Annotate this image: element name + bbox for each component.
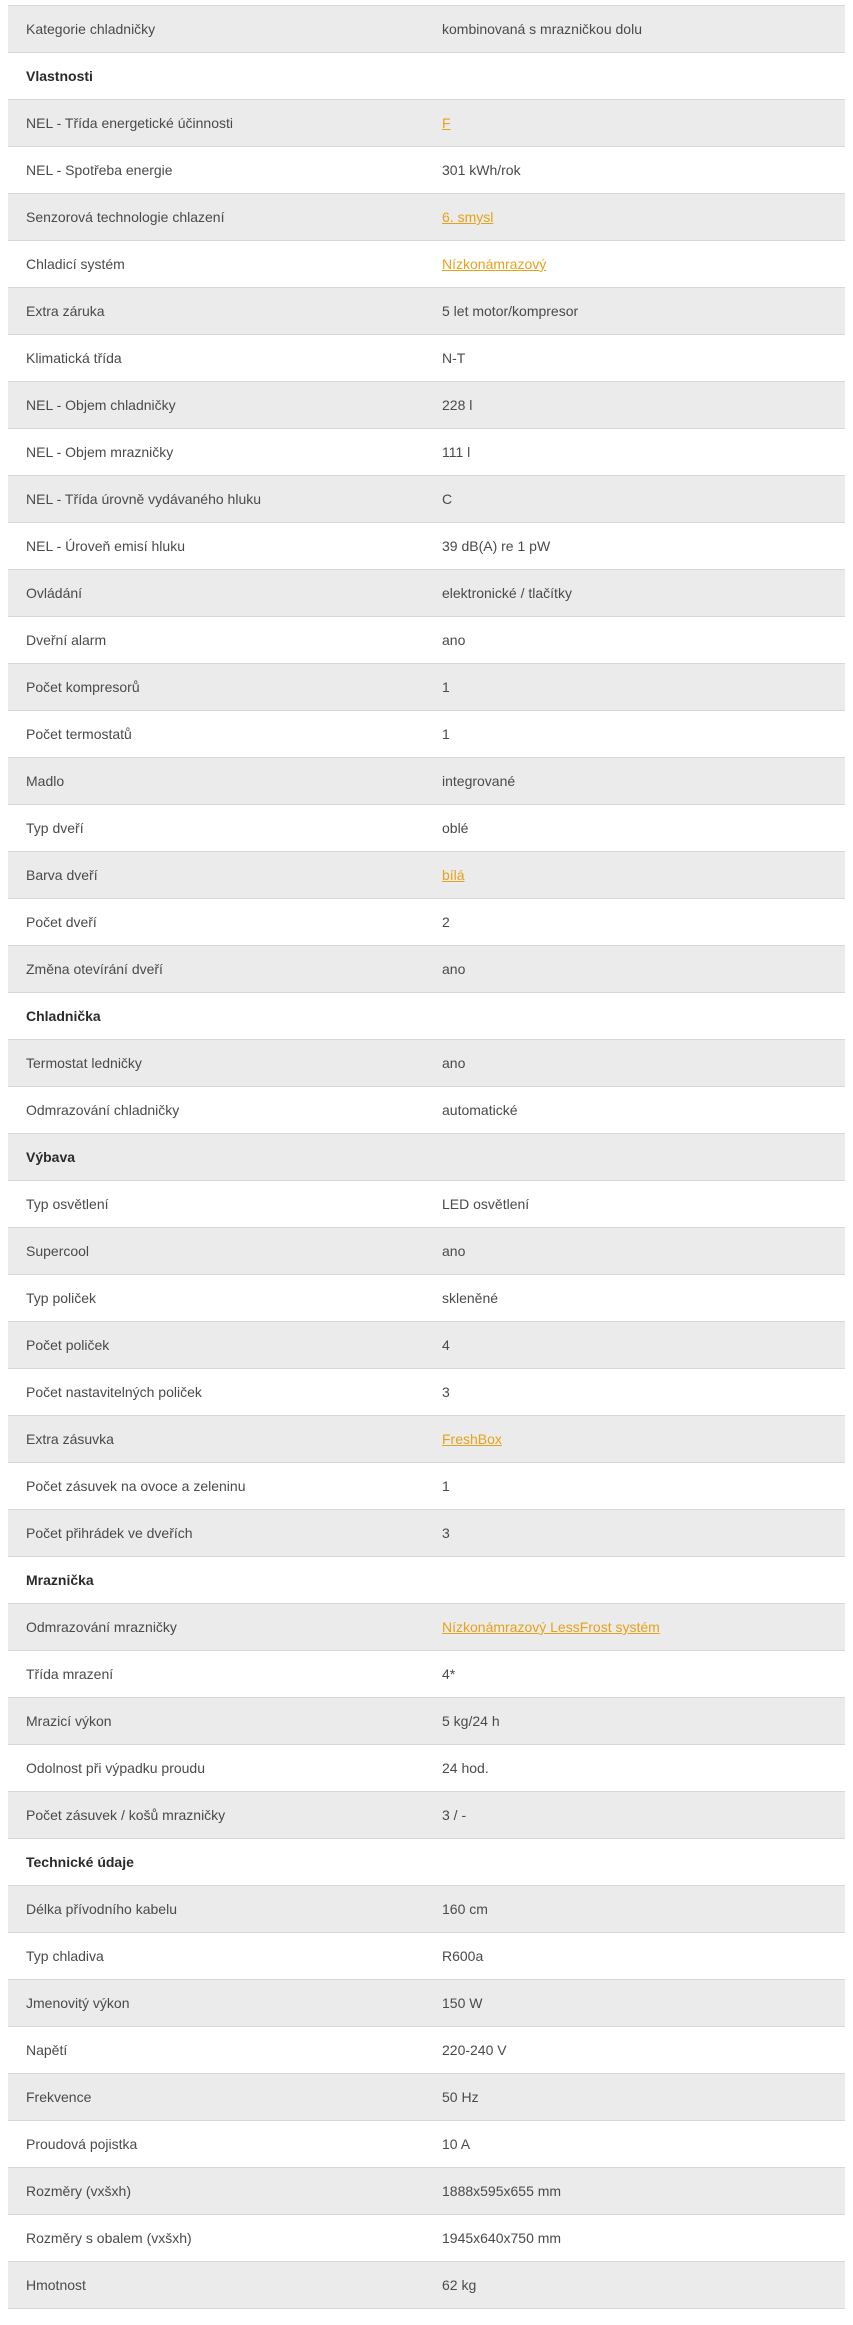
spec-value: 39 dB(A) re 1 pW xyxy=(442,538,551,554)
spec-value: 2 xyxy=(442,914,450,930)
spec-row xyxy=(8,523,845,570)
spec-value-cell xyxy=(442,679,845,695)
spec-label: Mrazicí výkon xyxy=(26,1713,112,1729)
section-header-row xyxy=(8,53,845,100)
spec-label: Počet kompresorů xyxy=(26,679,140,695)
spec-value-link[interactable]: FreshBox xyxy=(442,1431,502,1447)
spec-value: 10 A xyxy=(442,2136,471,2152)
spec-row xyxy=(8,1980,845,2027)
spec-row xyxy=(8,194,845,241)
spec-row xyxy=(8,2074,845,2121)
spec-label: Rozměry (vxšxh) xyxy=(26,2183,132,2199)
spec-label: Madlo xyxy=(26,773,65,789)
spec-label: NEL - Spotřeba energie xyxy=(26,162,173,178)
section-title: Technické údaje xyxy=(26,1854,134,1870)
spec-value-cell xyxy=(442,303,845,319)
spec-value-cell xyxy=(442,1760,845,1776)
spec-row xyxy=(8,1933,845,1980)
spec-label: NEL - Objem chladničky xyxy=(26,397,176,413)
spec-label: Změna otevírání dveří xyxy=(26,961,163,977)
spec-value-cell xyxy=(442,350,845,366)
spec-label: Chladicí systém xyxy=(26,256,125,272)
spec-value: automatické xyxy=(442,1102,518,1118)
spec-value-cell xyxy=(442,538,845,554)
spec-row xyxy=(8,946,845,993)
spec-row xyxy=(8,570,845,617)
spec-value: 1 xyxy=(442,726,450,742)
spec-value-cell xyxy=(442,773,845,789)
spec-value-cell xyxy=(442,632,845,648)
spec-label: Jmenovitý výkon xyxy=(26,1995,130,2011)
spec-value-cell xyxy=(442,162,845,178)
spec-row xyxy=(8,100,845,147)
spec-value: R600a xyxy=(442,1948,484,1964)
spec-label: NEL - Objem mrazničky xyxy=(26,444,174,460)
spec-value-link[interactable]: F xyxy=(442,115,451,131)
spec-value: 3 / - xyxy=(442,1807,467,1823)
spec-label: Třída mrazení xyxy=(26,1666,114,1682)
spec-label: NEL - Úroveň emisí hluku xyxy=(26,538,185,554)
spec-row xyxy=(8,2262,845,2309)
spec-label: Dveřní alarm xyxy=(26,632,107,648)
spec-value: 3 xyxy=(442,1525,450,1541)
spec-label: Extra záruka xyxy=(26,303,105,319)
spec-row xyxy=(8,335,845,382)
spec-label: Délka přívodního kabelu xyxy=(26,1901,177,1917)
spec-value-cell xyxy=(442,1807,845,1823)
spec-row xyxy=(8,1181,845,1228)
spec-value-cell xyxy=(442,1431,845,1447)
spec-value: 220-240 V xyxy=(442,2042,507,2058)
spec-value-cell xyxy=(442,1995,845,2011)
spec-label: Frekvence xyxy=(26,2089,92,2105)
spec-value-link[interactable]: bílá xyxy=(442,867,465,883)
spec-label: Klimatická třída xyxy=(26,350,122,366)
spec-row xyxy=(8,664,845,711)
spec-value-cell xyxy=(442,914,845,930)
spec-value: 50 Hz xyxy=(442,2089,479,2105)
spec-value-cell xyxy=(442,1619,845,1635)
spec-row xyxy=(8,1228,845,1275)
spec-value-cell xyxy=(442,397,845,413)
spec-value: ano xyxy=(442,1055,466,1071)
spec-value: oblé xyxy=(442,820,469,836)
spec-row xyxy=(8,288,845,335)
spec-label: Typ chladiva xyxy=(26,1948,104,1964)
spec-value-cell xyxy=(442,820,845,836)
spec-value-cell xyxy=(442,21,845,37)
spec-label: Typ osvětlení xyxy=(26,1196,109,1212)
spec-row xyxy=(8,852,845,899)
spec-row xyxy=(8,241,845,288)
spec-value: integrované xyxy=(442,773,516,789)
spec-label: Ovládání xyxy=(26,585,83,601)
spec-label: Typ dveří xyxy=(26,820,84,836)
spec-value-cell xyxy=(442,1196,845,1212)
spec-label: Odolnost při výpadku proudu xyxy=(26,1760,205,1776)
spec-value: 150 W xyxy=(442,1995,483,2011)
spec-row xyxy=(8,617,845,664)
section-header-row xyxy=(8,1839,845,1886)
spec-row xyxy=(8,2168,845,2215)
spec-value: 1945x640x750 mm xyxy=(442,2230,562,2246)
spec-label: Typ poliček xyxy=(26,1290,97,1306)
spec-value-cell xyxy=(442,726,845,742)
spec-row xyxy=(8,1792,845,1839)
spec-row xyxy=(8,1886,845,1933)
spec-value: 4 xyxy=(442,1337,450,1353)
spec-label: Počet termostatů xyxy=(26,726,132,742)
spec-value-link[interactable]: Nízkonámrazový xyxy=(442,256,547,272)
spec-row xyxy=(8,1698,845,1745)
spec-label: Počet zásuvek / košů mrazničky xyxy=(26,1807,226,1823)
spec-value-cell xyxy=(442,1102,845,1118)
spec-row xyxy=(8,1651,845,1698)
spec-value-cell xyxy=(442,209,845,225)
spec-label: Počet nastavitelných poliček xyxy=(26,1384,202,1400)
spec-row xyxy=(8,429,845,476)
spec-value-cell xyxy=(442,1290,845,1306)
spec-label: Odmrazování mrazničky xyxy=(26,1619,177,1635)
spec-row xyxy=(8,147,845,194)
spec-row xyxy=(8,1604,845,1651)
spec-value-cell xyxy=(442,2183,845,2199)
spec-label: Počet přihrádek ve dveřích xyxy=(26,1525,193,1541)
spec-value-cell xyxy=(442,961,845,977)
spec-label: Počet poliček xyxy=(26,1337,110,1353)
section-title: Mraznička xyxy=(26,1572,94,1588)
spec-row xyxy=(8,1745,845,1792)
spec-value: 228 l xyxy=(442,397,473,413)
spec-value: 5 kg/24 h xyxy=(442,1713,500,1729)
spec-value: 301 kWh/rok xyxy=(442,162,521,178)
spec-label: NEL - Třída úrovně vydávaného hluku xyxy=(26,491,262,507)
spec-value-cell xyxy=(442,2042,845,2058)
spec-label: Supercool xyxy=(26,1243,90,1259)
spec-value-cell xyxy=(442,115,845,131)
spec-row xyxy=(8,899,845,946)
spec-value: 1888x595x655 mm xyxy=(442,2183,562,2199)
spec-value-cell xyxy=(442,1901,845,1917)
spec-value: kombinovaná s mrazničkou dolu xyxy=(442,21,642,37)
spec-value: C xyxy=(442,491,453,507)
section-header-row xyxy=(8,1557,845,1604)
section-title: Chladnička xyxy=(26,1008,101,1024)
spec-label: Kategorie chladničky xyxy=(26,21,156,37)
spec-row xyxy=(8,2215,845,2262)
spec-row xyxy=(8,711,845,758)
section-header-row xyxy=(8,993,845,1040)
spec-label: Barva dveří xyxy=(26,867,98,883)
spec-value-cell xyxy=(442,1055,845,1071)
spec-value-cell xyxy=(442,2089,845,2105)
spec-label: Extra zásuvka xyxy=(26,1431,114,1447)
spec-value: 62 kg xyxy=(442,2277,477,2293)
spec-value-cell xyxy=(442,491,845,507)
spec-value: 111 l xyxy=(442,444,471,460)
spec-label: Napětí xyxy=(26,2042,68,2058)
section-header-row xyxy=(8,1134,845,1181)
spec-value: elektronické / tlačítky xyxy=(442,585,572,601)
spec-label: NEL - Třída energetické účinnosti xyxy=(26,115,233,131)
spec-row xyxy=(8,1275,845,1322)
spec-label: Počet dveří xyxy=(26,914,97,930)
spec-value-cell xyxy=(442,585,845,601)
spec-row xyxy=(8,1416,845,1463)
spec-value: ano xyxy=(442,632,466,648)
spec-label: Odmrazování chladničky xyxy=(26,1102,180,1118)
spec-row xyxy=(8,1463,845,1510)
spec-value-cell xyxy=(442,1666,845,1682)
spec-value-cell xyxy=(442,1478,845,1494)
spec-row xyxy=(8,1087,845,1134)
spec-value: 5 let motor/kompresor xyxy=(442,303,579,319)
spec-label: Hmotnost xyxy=(26,2277,86,2293)
spec-value: ano xyxy=(442,1243,466,1259)
spec-value-cell xyxy=(442,1713,845,1729)
spec-row xyxy=(8,2121,845,2168)
spec-value: 1 xyxy=(442,1478,450,1494)
spec-value: 24 hod. xyxy=(442,1760,489,1776)
spec-value: 1 xyxy=(442,679,450,695)
spec-row xyxy=(8,1369,845,1416)
section-title: Výbava xyxy=(26,1149,76,1165)
spec-value-cell xyxy=(442,444,845,460)
spec-label: Senzorová technologie chlazení xyxy=(26,209,225,225)
spec-row xyxy=(8,1510,845,1557)
spec-row xyxy=(8,6,845,53)
spec-row xyxy=(8,1322,845,1369)
spec-value: ano xyxy=(442,961,466,977)
spec-row xyxy=(8,476,845,523)
spec-table xyxy=(8,5,845,2309)
spec-row xyxy=(8,1040,845,1087)
spec-value: 3 xyxy=(442,1384,450,1400)
spec-value-cell xyxy=(442,2136,845,2152)
spec-value-cell xyxy=(442,2277,845,2293)
spec-value: LED osvětlení xyxy=(442,1196,530,1212)
spec-row xyxy=(8,2027,845,2074)
spec-label: Počet zásuvek na ovoce a zeleninu xyxy=(26,1478,246,1494)
spec-value-link[interactable]: Nízkonámrazový LessFrost systém xyxy=(442,1619,660,1635)
section-title: Vlastnosti xyxy=(26,68,93,84)
spec-value: skleněné xyxy=(442,1290,499,1306)
spec-value: 4* xyxy=(442,1666,456,1682)
spec-value-cell xyxy=(442,1948,845,1964)
spec-label: Rozměry s obalem (vxšxh) xyxy=(26,2230,192,2246)
spec-value: 160 cm xyxy=(442,1901,488,1917)
spec-value-cell xyxy=(442,256,845,272)
spec-row xyxy=(8,805,845,852)
spec-value-link[interactable]: 6. smysl xyxy=(442,209,494,225)
spec-row xyxy=(8,382,845,429)
spec-value-cell xyxy=(442,1525,845,1541)
spec-value: N-T xyxy=(442,350,466,366)
spec-value-cell xyxy=(442,867,845,883)
spec-row xyxy=(8,758,845,805)
spec-value-cell xyxy=(442,1384,845,1400)
spec-value-cell xyxy=(442,2230,845,2246)
spec-label: Termostat ledničky xyxy=(26,1055,142,1071)
spec-value-cell xyxy=(442,1337,845,1353)
spec-value-cell xyxy=(442,1243,845,1259)
spec-label: Proudová pojistka xyxy=(26,2136,138,2152)
